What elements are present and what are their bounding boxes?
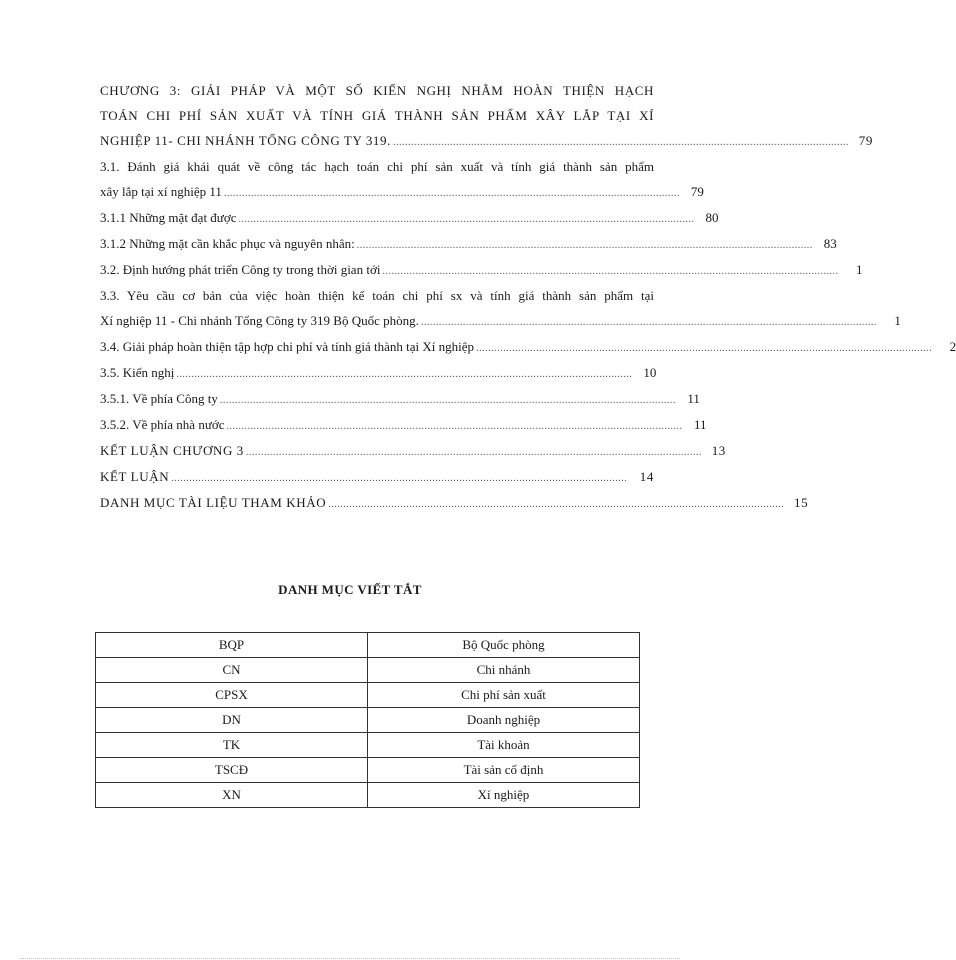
toc-line: TOÁN CHI PHÍ SẢN XUẤT VÀ TÍNH GIÁ THÀNH SẢN PHẨM XÂY LẮP TẠI XÍ [100, 108, 654, 123]
toc-entry [100, 464, 654, 489]
meaning-cell: Doanh nghiệp [368, 708, 640, 733]
toc-final-line [100, 386, 700, 411]
toc-final-line [100, 205, 719, 230]
toc-entry [100, 78, 873, 153]
toc-title: 3.2. Định hướng phát triển Công ty trong thời gian tới [100, 262, 381, 277]
abbreviation-cell: TSCĐ [96, 758, 368, 783]
abbreviation-cell: BQP [96, 633, 368, 658]
table-row [96, 733, 640, 758]
page-bottom-divider [20, 958, 680, 959]
meaning-cell: Tài sản cố định [368, 758, 640, 783]
toc-leader-dots: ........................................................................................................................................................ [420, 317, 877, 328]
table-row [96, 633, 640, 658]
toc-final-line [100, 334, 956, 359]
toc-entry [100, 360, 657, 385]
toc-title: 3.1.1 Những mặt đạt được [100, 210, 237, 225]
toc-leader-dots: ........................................................................................................................................................ [171, 473, 628, 484]
toc-title: 3.5. Kiến nghị [100, 365, 175, 380]
toc-entry [100, 154, 704, 204]
toc-leader-dots: ........................................................................................................................................................ [382, 266, 839, 277]
abbreviation-cell: CN [96, 658, 368, 683]
toc-final-line [100, 360, 657, 385]
toc-page-number: 1 [855, 262, 863, 277]
toc-leader-dots: ........................................................................................................................................................ [356, 240, 813, 251]
toc-final-line [100, 179, 704, 204]
toc-leader-dots: ........................................................................................................................................................ [245, 447, 702, 458]
abbreviation-cell: XN [96, 783, 368, 808]
toc-final-line [100, 464, 654, 489]
toc-entry [100, 205, 719, 230]
table-row [96, 683, 640, 708]
meaning-cell: Tài khoản [368, 733, 640, 758]
toc-title: 3.5.2. Về phía nhà nước [100, 417, 225, 432]
toc-entry [100, 257, 863, 282]
toc-page-number: 11 [693, 417, 707, 432]
table-row [96, 783, 640, 808]
toc-title: xây lắp tại xí nghiệp 11 [100, 184, 222, 199]
toc-title: 3.5.1. Về phía Công ty [100, 391, 218, 406]
toc-leader-dots: ........................................................................................................................................................ [176, 369, 633, 380]
toc-leader-dots: ........................................................................................................................................................ [223, 188, 680, 199]
toc-page-number: 79 [858, 133, 873, 148]
toc-page-number: 2 [949, 339, 956, 354]
toc-entry [100, 438, 726, 463]
toc-line: CHƯƠNG 3: GIẢI PHÁP VÀ MỘT SỐ KIẾN NGHỊ NHẰM HOÀN THIỆN HẠCH [100, 83, 654, 98]
toc-page-number: 83 [823, 236, 837, 251]
toc-final-line [100, 308, 901, 333]
meaning-cell: Xí nghiệp [368, 783, 640, 808]
meaning-cell: Bộ Quốc phòng [368, 633, 640, 658]
toc-title: Xí nghiệp 11 - Chi nhánh Tổng Công ty 319 Bộ Quốc phòng. [100, 313, 419, 328]
toc-leader-dots: ........................................................................................................................................................ [238, 214, 695, 225]
table-row [96, 758, 640, 783]
toc-title: DANH MỤC TÀI LIỆU THAM KHẢO [100, 495, 327, 510]
meaning-cell: Chi phí sản xuất [368, 683, 640, 708]
toc-entry [100, 231, 837, 256]
abbreviation-cell: TK [96, 733, 368, 758]
table-of-contents [100, 78, 956, 516]
toc-title: KẾT LUẬN [100, 469, 170, 484]
toc-final-line [100, 231, 837, 256]
toc-leader-dots: ........................................................................................................................................................ [476, 343, 933, 354]
toc-final-line [100, 438, 726, 463]
toc-page-number: 80 [705, 210, 719, 225]
toc-title: 3.1.2 Những mặt cần khắc phục và nguyên nhân: [100, 236, 355, 251]
toc-final-line [100, 257, 863, 282]
abbreviation-cell: CPSX [96, 683, 368, 708]
abbreviation-cell: DN [96, 708, 368, 733]
toc-page-number: 14 [639, 469, 654, 484]
toc-line: 3.1. Đánh giá khái quát về công tác hạch toán chi phí sản xuất và tính giá thành sản phẩm [100, 159, 654, 174]
toc-page-number: 10 [643, 365, 657, 380]
table-row [96, 708, 640, 733]
meaning-cell: Chi nhánh [368, 658, 640, 683]
toc-final-line [100, 128, 873, 153]
toc-entry [100, 334, 956, 359]
toc-page-number: 1 [894, 313, 901, 328]
toc-entry [100, 386, 700, 411]
abbreviations-table [95, 632, 640, 808]
toc-final-line [100, 412, 707, 437]
toc-leader-dots: ........................................................................................................................................................ [392, 137, 849, 148]
abbreviations-title: DANH MỤC VIẾT TẮT [278, 582, 422, 597]
toc-page-number: 15 [794, 495, 809, 510]
toc-entry [100, 283, 901, 333]
toc-entry [100, 490, 809, 515]
toc-page-number: 79 [690, 184, 704, 199]
toc-page-number: 13 [711, 443, 726, 458]
toc-final-line [100, 490, 809, 515]
toc-line: 3.3. Yêu cầu cơ bản của việc hoàn thiện kế toán chi phí sx và tính giá thành sản phẩm tại [100, 288, 654, 303]
toc-leader-dots: ........................................................................................................................................................ [219, 395, 676, 406]
toc-title: 3.4. Giải pháp hoàn thiện tập hợp chi phí và tính giá thành tại Xí nghiệp [100, 339, 475, 354]
toc-entry [100, 412, 707, 437]
table-row [96, 658, 640, 683]
toc-leader-dots: ........................................................................................................................................................ [226, 421, 683, 432]
toc-leader-dots: ........................................................................................................................................................ [328, 499, 785, 510]
toc-title: NGHIỆP 11- CHI NHÁNH TỔNG CÔNG TY 319. [100, 133, 391, 148]
toc-title: KẾT LUẬN CHƯƠNG 3 [100, 443, 244, 458]
toc-page-number: 11 [687, 391, 700, 406]
